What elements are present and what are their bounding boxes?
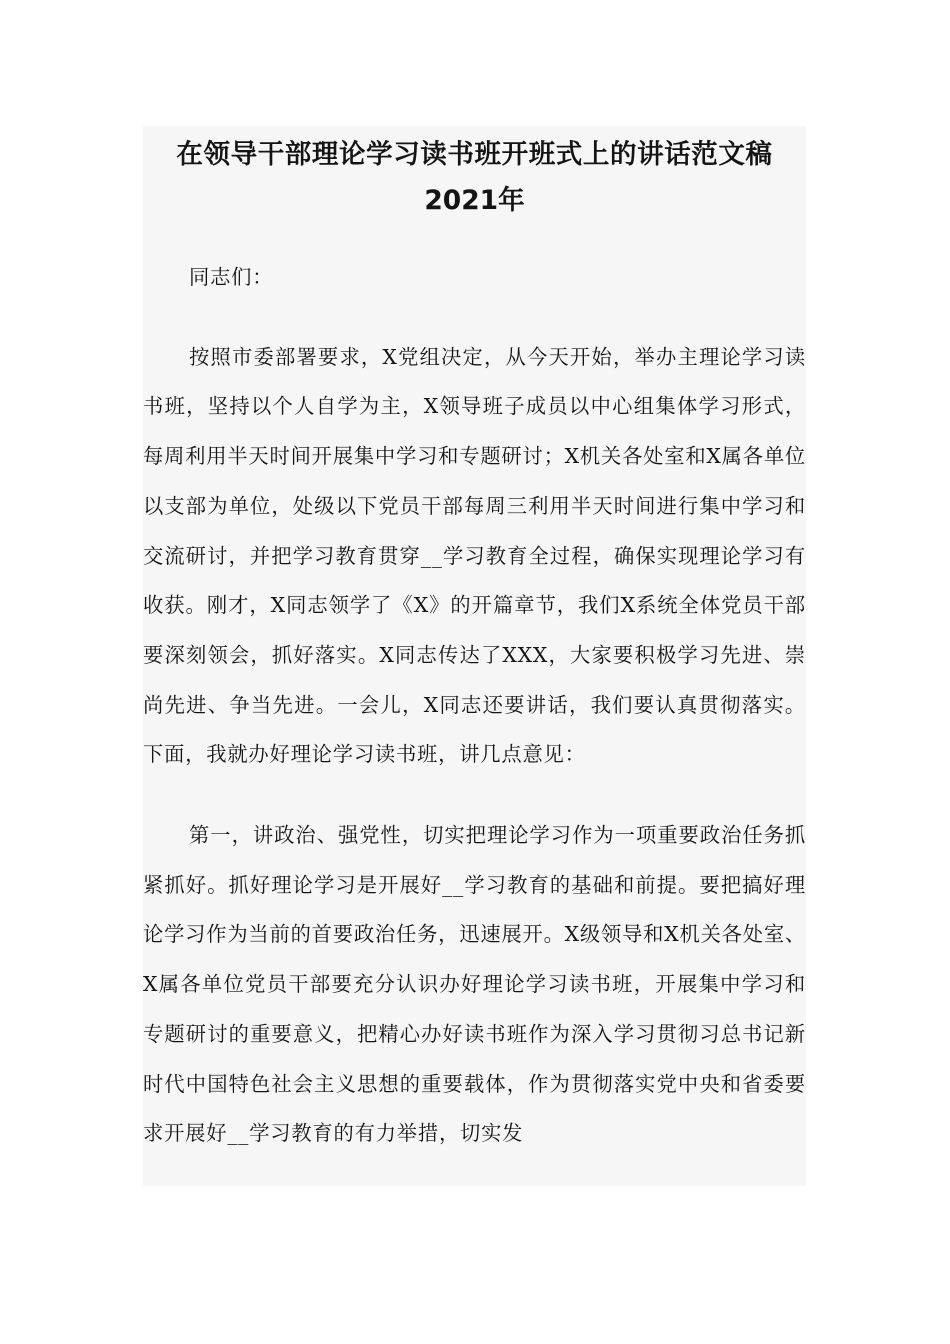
document-title: 在领导干部理论学习读书班开班式上的讲话范文稿 [176, 139, 773, 170]
salutation: 同志们： [189, 265, 274, 289]
document-page [143, 126, 806, 1186]
paragraph-first-point: 第一，讲政治、强党性，切实把理论学习作为一项重要政治任务抓紧抓好。抓好理论学习是开展好__学习教育的基础和前提。要把搞好理论学习作为当前的首要政治任务，迅速展开。X级领导和X机关各处室、X属各单位党员干部要充分认识办好理论学习读书班，开展集中学习和专题研讨的重要意义，把精心办好读书班作为深入学习贯彻习总书记新时代中国特色社会主义思想的重要载体，作为贯彻落实党中央和省委要求开展好__学习教育的有力举措，切实发 [143, 823, 806, 1146]
document-title-year: 2021年 [424, 185, 525, 216]
paragraph-intro: 按照市委部署要求，X党组决定，从今天开始，举办主理论学习读书班，坚持以个人自学为主，X领导班子成员以中心组集体学习形式，每周利用半天时间开展集中学习和专题研讨；X机关各处室和X属各单位以支部为单位，处级以下党员干部每周三利用半天时间进行集中学习和交流研讨，并把学习教育贯穿__学习教育全过程，确保实现理论学习有收获。刚才，X同志领学了《X》的开篇章节，我们X系统全体党员干部要深刻领会，抓好落实。X同志传达了XXX，大家要积极学习先进、崇尚先进、争当先进。一会儿，X同志还要讲话，我们要认真贯彻落实。下面，我就办好理论学习读书班，讲几点意见： [143, 344, 806, 767]
